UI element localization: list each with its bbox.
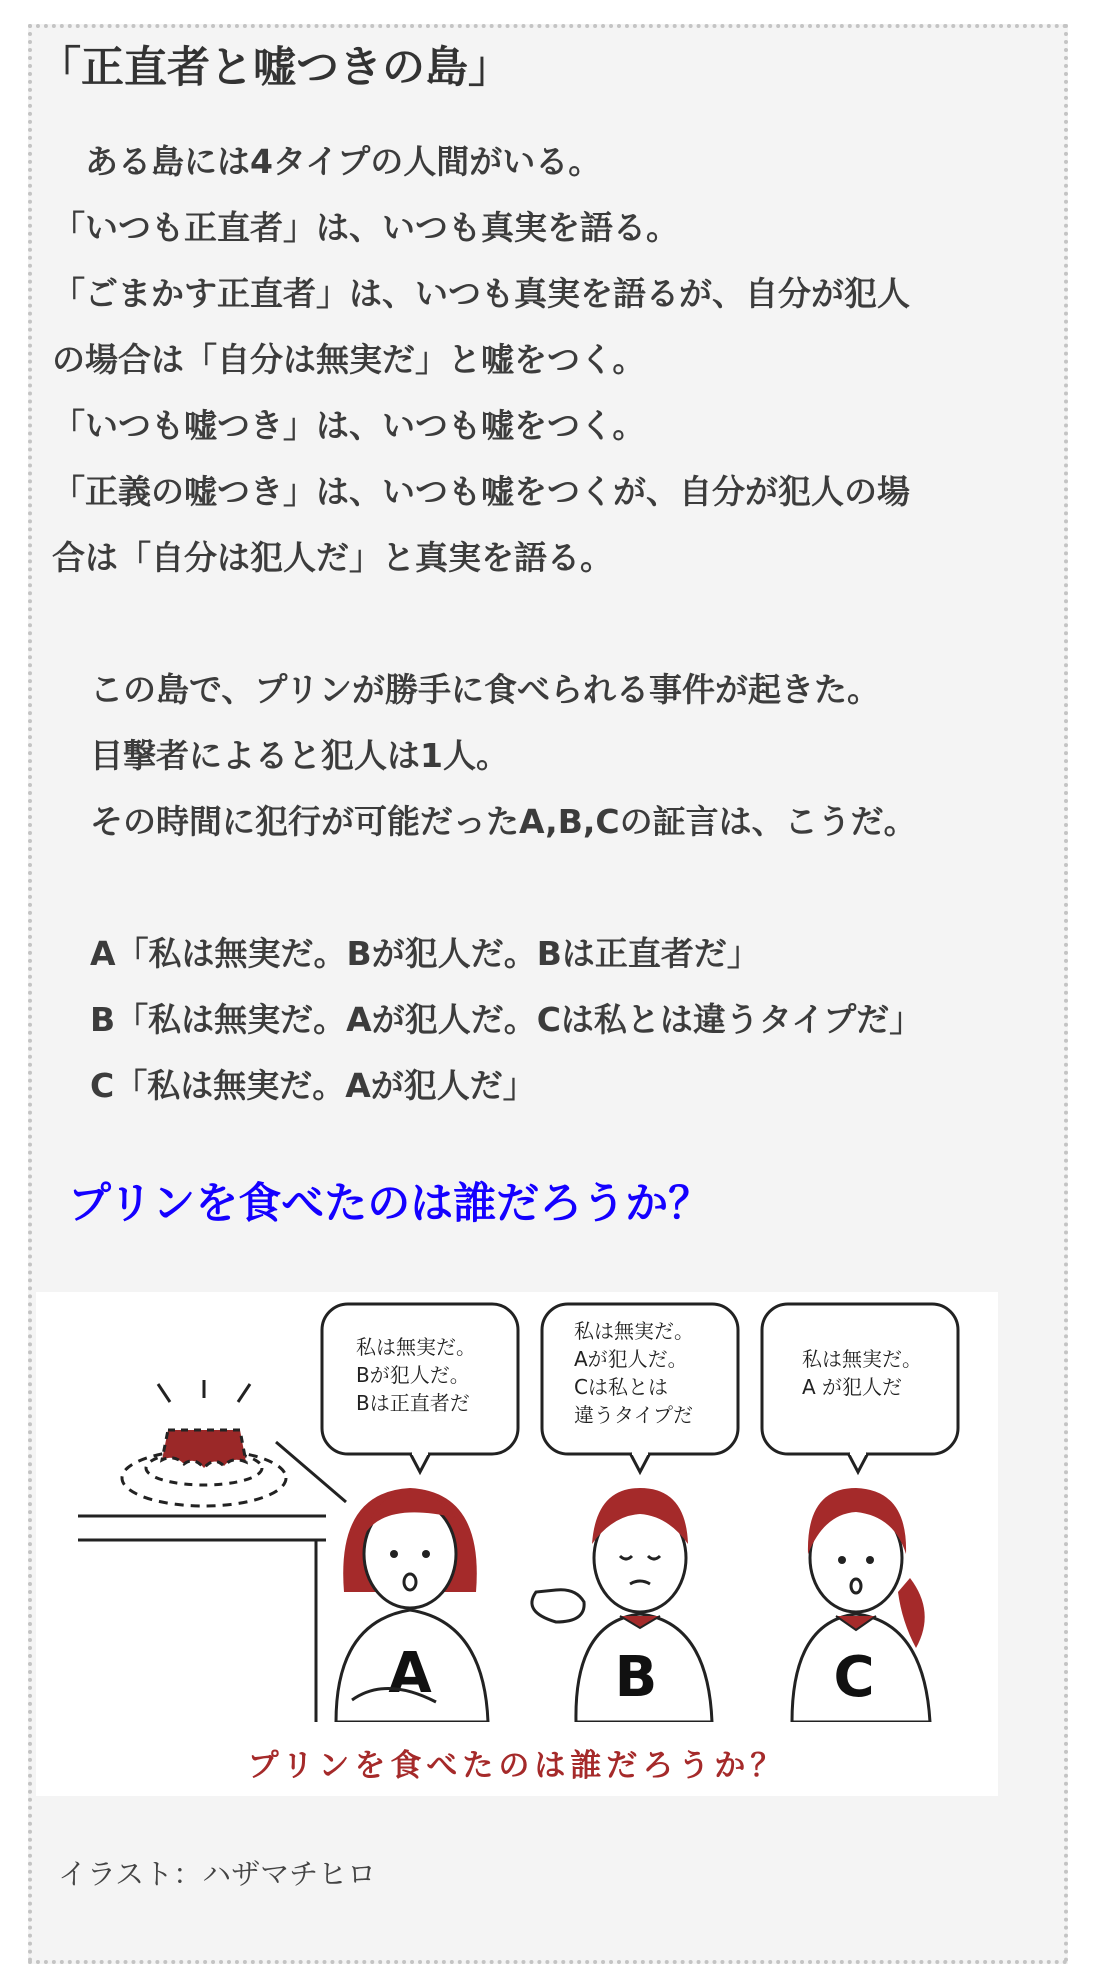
- speech-bubble-b: [542, 1304, 738, 1472]
- testimony-a: A「私は無実だ。Bが犯人だ。Bは正直者だ」: [90, 934, 760, 973]
- intro-line: ある島には4タイプの人間がいる。: [52, 142, 602, 181]
- question-heading: プリンを食べたのは誰だろうか？: [68, 1179, 712, 1229]
- speech-bubble-c: [762, 1304, 958, 1472]
- bubble-a-line: Bは正直者だ: [356, 1391, 470, 1415]
- intro-line: の場合は「自分は無実だ」と嘘をつく。: [52, 340, 646, 379]
- intro-line: 「正義の嘘つき」は、いつも嘘をつくが、自分が犯人の場: [52, 472, 910, 511]
- bubble-b-line: 違うタイプだ: [574, 1403, 693, 1427]
- shirt-letter-c: C: [833, 1645, 875, 1710]
- shirt-letter-a: A: [388, 1641, 432, 1706]
- bubble-b-line: Cは私とは: [574, 1375, 668, 1399]
- table: [78, 1442, 346, 1722]
- bubble-b-line: Aが犯人だ。: [574, 1347, 688, 1371]
- article-title: 「正直者と嘘つきの島」: [38, 43, 511, 93]
- intro-line: 「いつも嘘つき」は、いつも嘘をつく。: [52, 406, 646, 445]
- illustration-credit: イラスト：ハザマチヒロ: [58, 1857, 377, 1891]
- bubble-a-line: 私は無実だ。: [356, 1335, 476, 1359]
- incident-line: 目撃者によると犯人は1人。: [90, 736, 509, 775]
- shirt-letter-b: B: [614, 1645, 658, 1710]
- illustration: [36, 1292, 998, 1796]
- bubble-a-line: Bが犯人だ。: [356, 1363, 470, 1387]
- illustration-caption: プリンを食べたのは誰だろうか？: [247, 1748, 787, 1784]
- incident-line: この島で、プリンが勝手に食べられる事件が起きた。: [90, 670, 881, 709]
- intro-line: 「ごまかす正直者」は、いつも真実を語るが、自分が犯人: [52, 274, 910, 313]
- speech-bubble-a: [322, 1304, 518, 1472]
- intro-line: 「いつも正直者」は、いつも真実を語る。: [52, 208, 679, 247]
- character-a: [336, 1488, 488, 1722]
- bubble-c-line: 私は無実だ。: [802, 1347, 922, 1371]
- testimony-b: B「私は無実だ。Aが犯人だ。Cは私とは違うタイプだ」: [90, 1000, 923, 1039]
- bubble-b-line: 私は無実だ。: [574, 1319, 694, 1343]
- testimony-c: C「私は無実だ。Aが犯人だ」: [90, 1066, 536, 1105]
- character-b: [532, 1488, 712, 1722]
- bubble-c-line: A が犯人だ: [802, 1375, 903, 1399]
- pudding-icon: [122, 1380, 286, 1506]
- character-c: [792, 1488, 930, 1722]
- intro-line: 合は「自分は犯人だ」と真実を語る。: [52, 538, 613, 577]
- incident-line: その時間に犯行が可能だったA,B,Cの証言は、こうだ。: [90, 802, 917, 841]
